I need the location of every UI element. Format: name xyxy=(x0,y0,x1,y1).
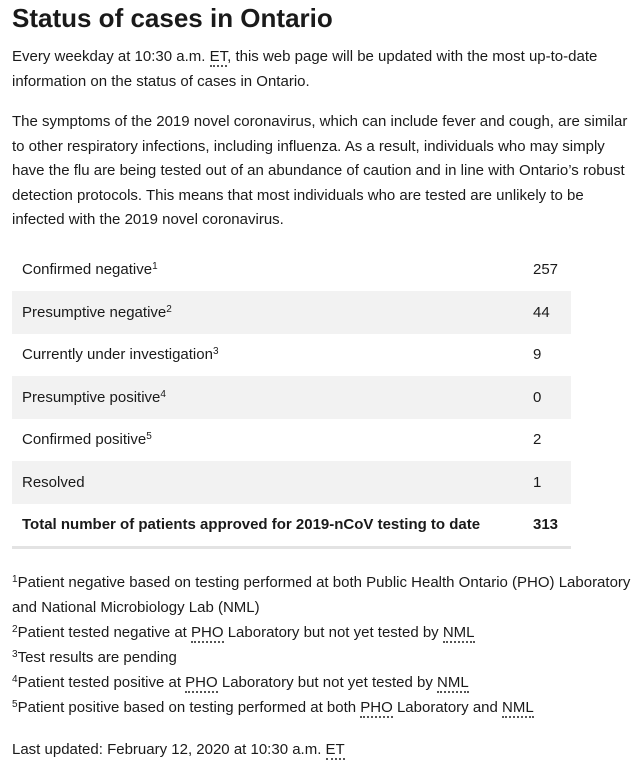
case-status-table xyxy=(12,249,571,550)
table-row-confirmed-negative xyxy=(12,249,571,292)
row-label: Confirmed negative$^1$ xyxy=(22,261,158,279)
row-value: 44 xyxy=(533,291,571,334)
intro-paragraph xyxy=(12,45,638,94)
row-value: 1 xyxy=(533,461,571,504)
nml-abbreviation[interactable]: NML xyxy=(502,699,534,716)
row-label: Resolved xyxy=(12,461,533,504)
table-row-under-investigation xyxy=(12,334,571,377)
symptoms-paragraph: The symptoms of the 2019 novel coronavirus, which can include fever and cough, are similar to other respiratory infections, including influenza. As a result, individuals who may simply have the flu are being tested out of an abundance of caution and in line with Ontario’s robust detection protocols. This means that most individuals who are tested are unlikely to be infected with the 2019 novel coronavirus. xyxy=(12,113,628,228)
et-abbreviation[interactable]: ET xyxy=(325,741,345,758)
footnote-2: $^2$Patient tested negative at PHO Laboratory but not yet tested by NML xyxy=(12,624,475,641)
footnote-ref: 2 xyxy=(166,303,172,315)
footnote-ref: 1 xyxy=(152,261,158,273)
table-row-presumptive-negative xyxy=(12,291,571,334)
row-value: 0 xyxy=(533,376,571,419)
intro-text-before: Every weekday at 10:30 a.m. xyxy=(12,48,210,65)
footnote-ref: 4 xyxy=(160,388,166,400)
row-label: Confirmed positive$^5$ xyxy=(22,431,152,449)
table-row-presumptive-positive xyxy=(12,376,571,419)
footnote-5: $^5$Patient positive based on testing performed at both PHO Laboratory and NML xyxy=(12,699,534,716)
et-abbreviation[interactable]: ET xyxy=(209,48,228,65)
footnote-ref: 3 xyxy=(212,346,219,358)
nml-abbreviation[interactable]: NML xyxy=(437,674,469,691)
intro-text-after: , this web page will be updated with the most up-to-date information on the status of cases in Ontario. xyxy=(12,48,598,90)
footnotes xyxy=(12,570,632,720)
page-title: Status of cases in Ontario xyxy=(12,3,333,33)
row-label: Currently under investigation$^3$ xyxy=(22,346,219,364)
row-value: 9 xyxy=(533,346,542,364)
table-row-total xyxy=(12,504,571,548)
last-updated: Last updated: February 12, 2020 at 10:30 a.m. ET xyxy=(12,741,345,758)
pho-abbreviation[interactable]: PHO xyxy=(360,699,393,716)
table-row-resolved xyxy=(12,461,571,504)
pho-abbreviation[interactable]: PHO xyxy=(185,674,218,691)
pho-abbreviation[interactable]: PHO xyxy=(191,624,224,641)
footnote-ref: 5 xyxy=(146,431,152,443)
table-row-confirmed-positive xyxy=(12,419,571,462)
row-value: 257 xyxy=(533,261,559,279)
footnote-1: $^1$Patient negative based on testing performed at both Public Health Ontario (PHO) Laboratory and National Microbiology Lab (NML) xyxy=(12,574,631,616)
row-value: 2 xyxy=(533,431,542,449)
nml-abbreviation[interactable]: NML xyxy=(442,624,475,641)
row-label: Presumptive negative$^2$ xyxy=(12,291,533,334)
footnote-3: $^3$Test results are pending xyxy=(12,649,177,666)
total-label: Total number of patients approved for 2019-nCoV testing to date xyxy=(12,504,533,548)
footnote-4: $^4$Patient tested positive at PHO Laboratory but not yet tested by NML xyxy=(12,674,469,691)
total-value: 313 xyxy=(533,504,571,548)
row-label: Presumptive positive$^4$ xyxy=(12,376,533,419)
